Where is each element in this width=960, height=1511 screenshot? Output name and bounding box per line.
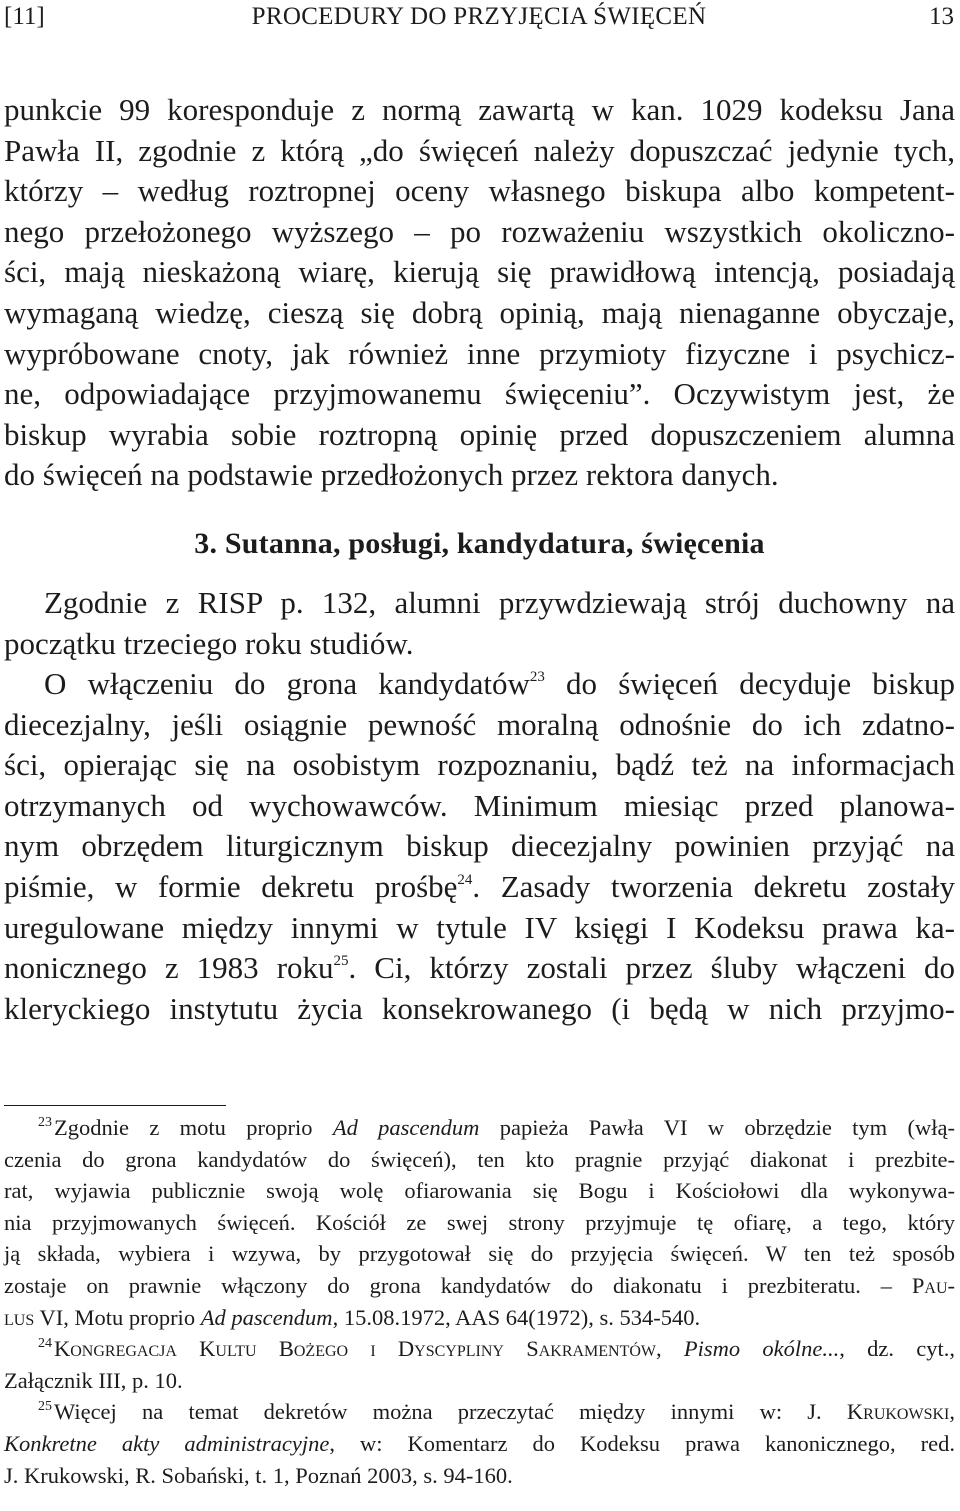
text-line: diecezjalny, jeśli osiągnie pewność moralną odnośnie do ich zdatno- (4, 706, 955, 742)
footnote-line (4, 1302, 955, 1334)
text-run: Konkretne akty administracyjne (4, 1430, 330, 1456)
footnote-number: 23 (38, 1115, 52, 1130)
footnote-number: 25 (38, 1399, 52, 1415)
footnote-divider (4, 1105, 226, 1106)
text-run: Pau- (911, 1272, 955, 1298)
text-line: Zgodnie z RISP p. 132, alumni przywdziewają strój duchowny na (44, 585, 955, 620)
footnote-number: 24 (38, 1336, 52, 1352)
text-line (4, 948, 955, 989)
text-line: kleryckiego instytutu życia konsekrowanego (i będą w nich przyjmo- (4, 990, 955, 1026)
text-run: VI, Motu proprio (34, 1304, 201, 1330)
text-line: punkcie 99 koresponduje z normą zawartą w kan. 1029 kodeksu Jana (4, 92, 955, 127)
section-reference: [11] (4, 3, 45, 30)
footnote-line: Załącznik III, p. 10. (4, 1367, 183, 1393)
text-run: papieża Pawła VI w obrzędzie tym (włą- (479, 1115, 955, 1140)
text-line: Pawła II, zgodnie z którą „do święceń należy dopuszczać jedynie tych, (4, 132, 955, 168)
text-run: , (656, 1336, 684, 1362)
text-run: Ad pascendum (332, 1115, 480, 1140)
text-line: otrzymanych od wychowawców. Minimum miesiąc przed planowa- (4, 787, 955, 823)
paragraph-3 (4, 664, 955, 1029)
text-run: , w: Komentarz do Kodeksu prawa kanonicznego, red. (329, 1430, 955, 1456)
footnote-ref-23[interactable]: 23 (529, 669, 545, 685)
running-title: PROCEDURY DO PRZYJĘCIA ŚWIĘCEŃ (251, 3, 707, 30)
footnote-line: nia przyjmowanych święceń. Kościół ze swej strony przyjmuje tę ofiarę, a tego, który (4, 1209, 955, 1235)
text-run: Kongregacja Kultu Bożego i Dyscypliny Sakramentów (54, 1336, 657, 1362)
text-line: ści, opierając się na osobistym rozpoznaniu, bądź też na informacjach (4, 747, 955, 783)
paragraph-2 (4, 583, 955, 664)
text-run: lus (4, 1304, 35, 1330)
text-line (4, 664, 955, 705)
footnote-line (4, 1428, 955, 1460)
text-line: ści, mają nieskażoną wiarę, kierują się prawidłową intencją, posiadają (4, 254, 955, 290)
footnote-line: rat, wyjawia publicznie swoją wolę ofiarowania się Bogu i Kościołowi dla wykonywa- (4, 1178, 955, 1204)
text-line: nego przełożonego wyższego – po rozważeniu wszystkich okoliczno- (4, 213, 955, 249)
text-run: zostaje on prawnie włączony do grona kandydatów do diakonatu i prezbiteratu. – (4, 1272, 912, 1298)
footnote-ref-25[interactable]: 25 (333, 953, 349, 970)
text-run: Więcej na temat dekretów można przeczytać między innymi w: J. (54, 1399, 847, 1425)
text-run: piśmie, w formie dekretu prośbę (4, 868, 458, 904)
footnote-line: czenia do grona kandydatów do święceń), ten kto pragnie przyjąć diakonat i prezbite- (4, 1146, 955, 1172)
text-run: nonicznego z 1983 roku (4, 950, 334, 986)
footnote-23 (4, 1112, 955, 1144)
footnotes (4, 1112, 955, 1491)
text-run: , 15.08.1972, AAS 64(1972), s. 534-540. (332, 1304, 701, 1330)
footnote-24 (4, 1333, 955, 1365)
text-line: nym obrzędem liturgicznym biskup diecezjalny powinien przyjąć na (4, 828, 955, 864)
footnote-25 (4, 1396, 955, 1428)
footnote-line: ją składa, wybiera i wzywa, by przygotował się do przyjęcia święceń. W ten też sposób (4, 1241, 955, 1267)
text-run: , dz. cyt., (839, 1336, 955, 1362)
text-run: Krukowski (846, 1399, 950, 1425)
text-line: początku trzeciego roku studiów. (4, 625, 414, 661)
text-line: którzy – według roztropnej oceny własnego biskupa albo kompetent- (4, 173, 955, 209)
text-line (4, 867, 955, 908)
text-run: Zgodnie z motu proprio (54, 1115, 333, 1140)
footnote-line (4, 1270, 955, 1302)
text-run: Ad pascendum (200, 1304, 333, 1330)
section-heading: 3. Sutanna, posługi, kandydatura, święcenia (194, 527, 765, 560)
page-number: 13 (929, 3, 954, 30)
text-run: Pismo okólne... (683, 1336, 840, 1362)
text-run: O włączeniu do grona kandydatów (44, 666, 530, 701)
paragraph-1 (4, 90, 955, 496)
text-line: wypróbowane cnoty, jak również inne przymioty fizyczne i psychicz- (4, 335, 955, 371)
text-line: wymaganą wiedzę, cieszą się dobrą opinią, mają nienaganne obyczaje, (4, 294, 955, 330)
text-line: do święceń na podstawie przedłożonych przez rektora danych. (4, 457, 779, 493)
footnote-line: J. Krukowski, R. Sobański, t. 1, Poznań 2003, s. 94-160. (4, 1462, 513, 1488)
text-line: ne, odpowiadające przyjmowanemu święceniu”. Oczywistym jest, że (4, 376, 955, 412)
footnote-ref-24[interactable]: 24 (457, 871, 473, 888)
text-run: . Zasady tworzenia dekretu zostały (472, 868, 955, 904)
text-run: . Ci, którzy zostali przez śluby włączeni do (348, 950, 955, 986)
text-line: biskup wyrabia sobie roztropną opinię przed dopuszczeniem alumna (4, 416, 955, 452)
running-header (4, 0, 954, 34)
text-run: , (949, 1399, 955, 1425)
text-line: uregulowane między innymi w tytule IV księgi I Kodeksu prawa ka- (4, 909, 955, 945)
text-run: do święceń decyduje biskup (544, 666, 955, 701)
